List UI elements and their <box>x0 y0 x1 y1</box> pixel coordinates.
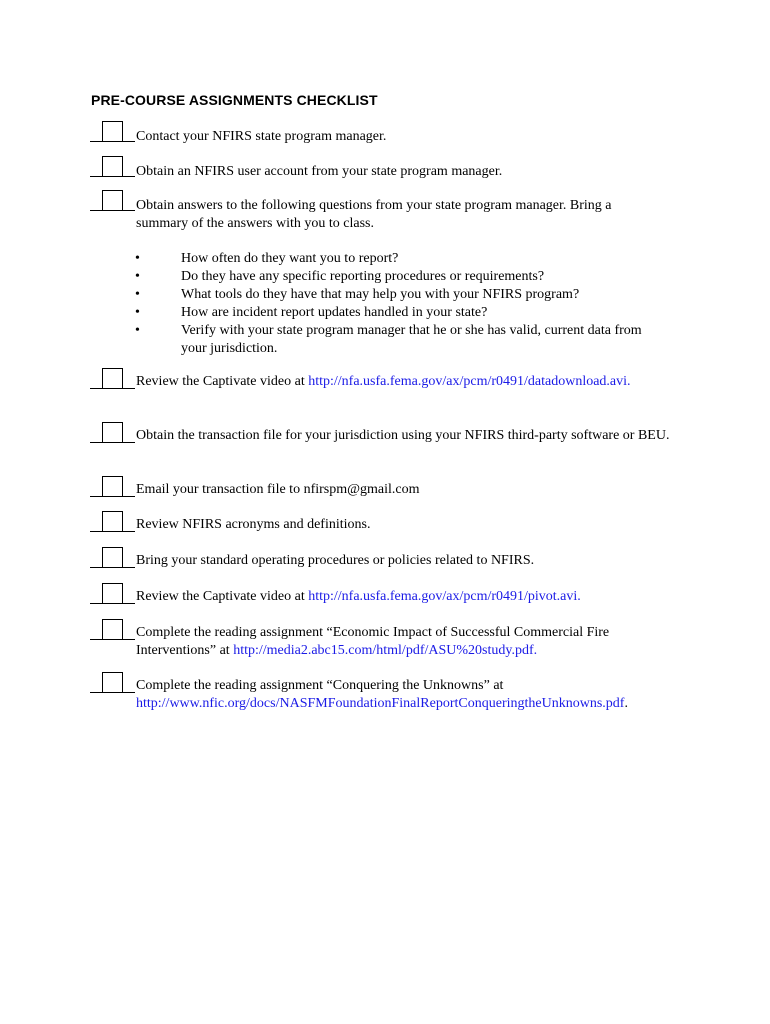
item-text: Review NFIRS acronyms and definitions. <box>136 517 371 532</box>
list-item <box>135 250 695 268</box>
bullet-text: How often do they want you to report? <box>181 251 399 266</box>
video-link[interactable]: http://nfa.usfa.fema.gov/ax/pcm/r0491/pivot.avi. <box>308 589 581 604</box>
checkbox[interactable] <box>90 189 135 211</box>
checkbox[interactable] <box>90 671 135 693</box>
item-text <box>136 373 736 391</box>
checkbox[interactable] <box>90 475 135 497</box>
question-list <box>135 250 695 358</box>
bullet-icon: • <box>135 323 140 338</box>
pdf-link[interactable]: http://www.nfic.org/docs/NASFMFoundationFinalReportConqueringtheUnknowns.pdf <box>136 696 625 711</box>
item-text: Email your transaction file to nfirspm@gmail.com <box>136 482 420 497</box>
checkbox[interactable] <box>90 510 135 532</box>
checkbox[interactable] <box>90 120 135 142</box>
bullet-icon: • <box>135 305 140 320</box>
checkbox[interactable] <box>90 618 135 640</box>
item-text <box>136 677 716 713</box>
page-title: PRE-COURSE ASSIGNMENTS CHECKLIST <box>91 92 378 108</box>
item-text-span: Complete the reading assignment “Economic Impact of Successful Commercial Fire Interventions” at <box>136 625 610 658</box>
list-item <box>135 268 695 286</box>
item-text: Bring your standard operating procedures or policies related to NFIRS. <box>136 553 535 568</box>
bullet-icon: • <box>135 269 140 284</box>
item-text-span: Review the Captivate video at <box>136 374 309 389</box>
checkbox[interactable] <box>90 367 135 389</box>
checkbox[interactable] <box>90 546 135 568</box>
item-text-span: Complete the reading assignment “Conquering the Unknowns” at <box>136 678 504 693</box>
checkbox[interactable] <box>90 421 135 443</box>
list-item <box>135 304 695 322</box>
checkbox[interactable] <box>90 582 135 604</box>
bullet-text: How are incident report updates handled in your state? <box>181 305 488 320</box>
video-link[interactable]: http://nfa.usfa.fema.gov/ax/pcm/r0491/datadownload.avi. <box>308 374 631 389</box>
bullet-text: Do they have any specific reporting procedures or requirements? <box>181 269 545 284</box>
item-text: Contact your NFIRS state program manager. <box>136 129 387 144</box>
bullet-icon: • <box>135 287 140 302</box>
pdf-link[interactable]: http://media2.abc15.com/html/pdf/ASU%20study.pdf. <box>233 643 538 658</box>
bullet-text: Verify with your state program manager that he or she has valid, current data from your jurisdiction. <box>181 323 642 356</box>
list-item <box>135 322 651 358</box>
item-text <box>136 588 696 606</box>
item-text <box>136 624 666 660</box>
checkbox[interactable] <box>90 155 135 177</box>
bullet-text: What tools do they have that may help you with your NFIRS program? <box>181 287 580 302</box>
item-text: Obtain the transaction file for your jurisdiction using your NFIRS third-party software or BEU. <box>136 428 670 443</box>
item-text-span: Review the Captivate video at <box>136 589 309 604</box>
item-text-span: . <box>624 696 628 711</box>
item-text: Obtain answers to the following questions from your state program manager. Bring a summary of the answers with you to class. <box>136 198 612 231</box>
item-text: Obtain an NFIRS user account from your state program manager. <box>136 164 503 179</box>
list-item <box>135 286 695 304</box>
bullet-icon: • <box>135 251 140 266</box>
